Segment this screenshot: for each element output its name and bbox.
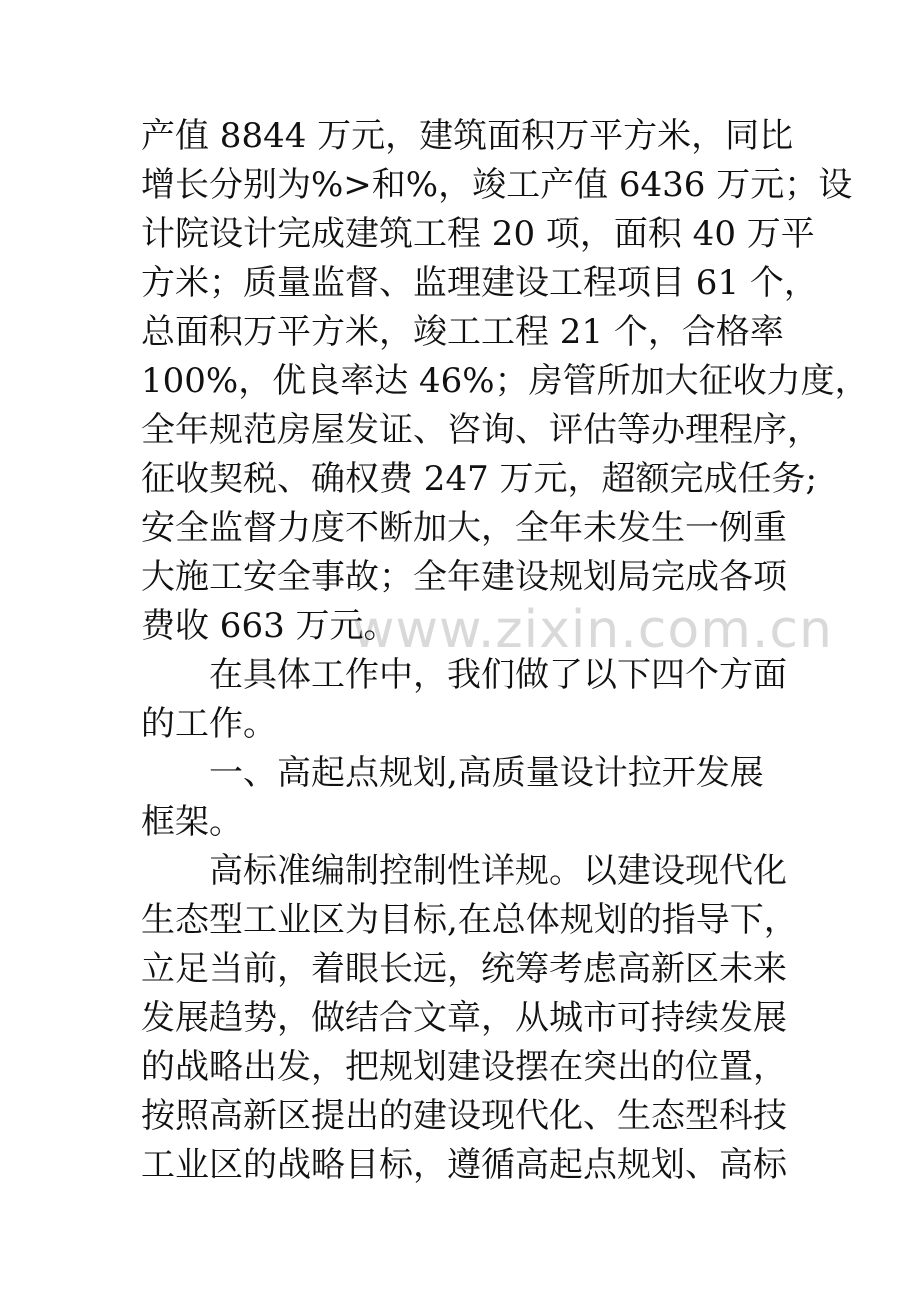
section-heading-continued: 框架。 [141, 802, 243, 842]
text-line: 增长分别为%>和%，竣工产值 6436 万元；设 [141, 165, 853, 205]
paragraph-first-line: 在具体工作中，我们做了以下四个方面 [209, 655, 787, 695]
watermark: www.zixin.com.cn [352, 600, 833, 660]
text-line: 立足当前，着眼长远，统筹考虑高新区未来 [141, 949, 787, 989]
text-line: 产值 8844 万元，建筑面积万平方米，同比 [141, 116, 794, 156]
text-line: 生态型工业区为目标,在总体规划的指导下， [141, 900, 798, 940]
text-line: 方米；质量监督、监理建设工程项目 61 个， [141, 263, 818, 303]
text-line: 的工作。 [141, 704, 277, 744]
text-line: 的战略出发，把规划建设摆在突出的位置， [141, 1047, 787, 1087]
text-line: 发展趋势，做结合文章，从城市可持续发展 [141, 998, 787, 1038]
text-line: 总面积万平方米，竣工工程 21 个，合格率 [141, 312, 784, 352]
text-line: 安全监督力度不断加大，全年未发生一例重 [141, 508, 787, 548]
text-line: 工业区的战略目标，遵循高起点规划、高标 [141, 1145, 787, 1185]
text-line: 大施工安全事故；全年建设规划局完成各项 [141, 557, 787, 597]
paragraph-first-line: 高标准编制控制性详规。以建设现代化 [209, 851, 787, 891]
text-line: 100%，优良率达 46%；房管所加大征收力度， [141, 361, 869, 401]
text-line: 全年规范房屋发证、咨询、评估等办理程序， [141, 410, 821, 450]
text-line: 征收契税、确权费 247 万元，超额完成任务; [141, 459, 817, 499]
section-heading: 一、高起点规划,高质量设计拉开发展 [209, 753, 764, 793]
text-line: 费收 663 万元。 [141, 606, 398, 646]
text-line: 按照高新区提出的建设现代化、生态型科技 [141, 1096, 787, 1136]
text-line: 计院设计完成建筑工程 20 项，面积 40 万平 [141, 214, 815, 254]
